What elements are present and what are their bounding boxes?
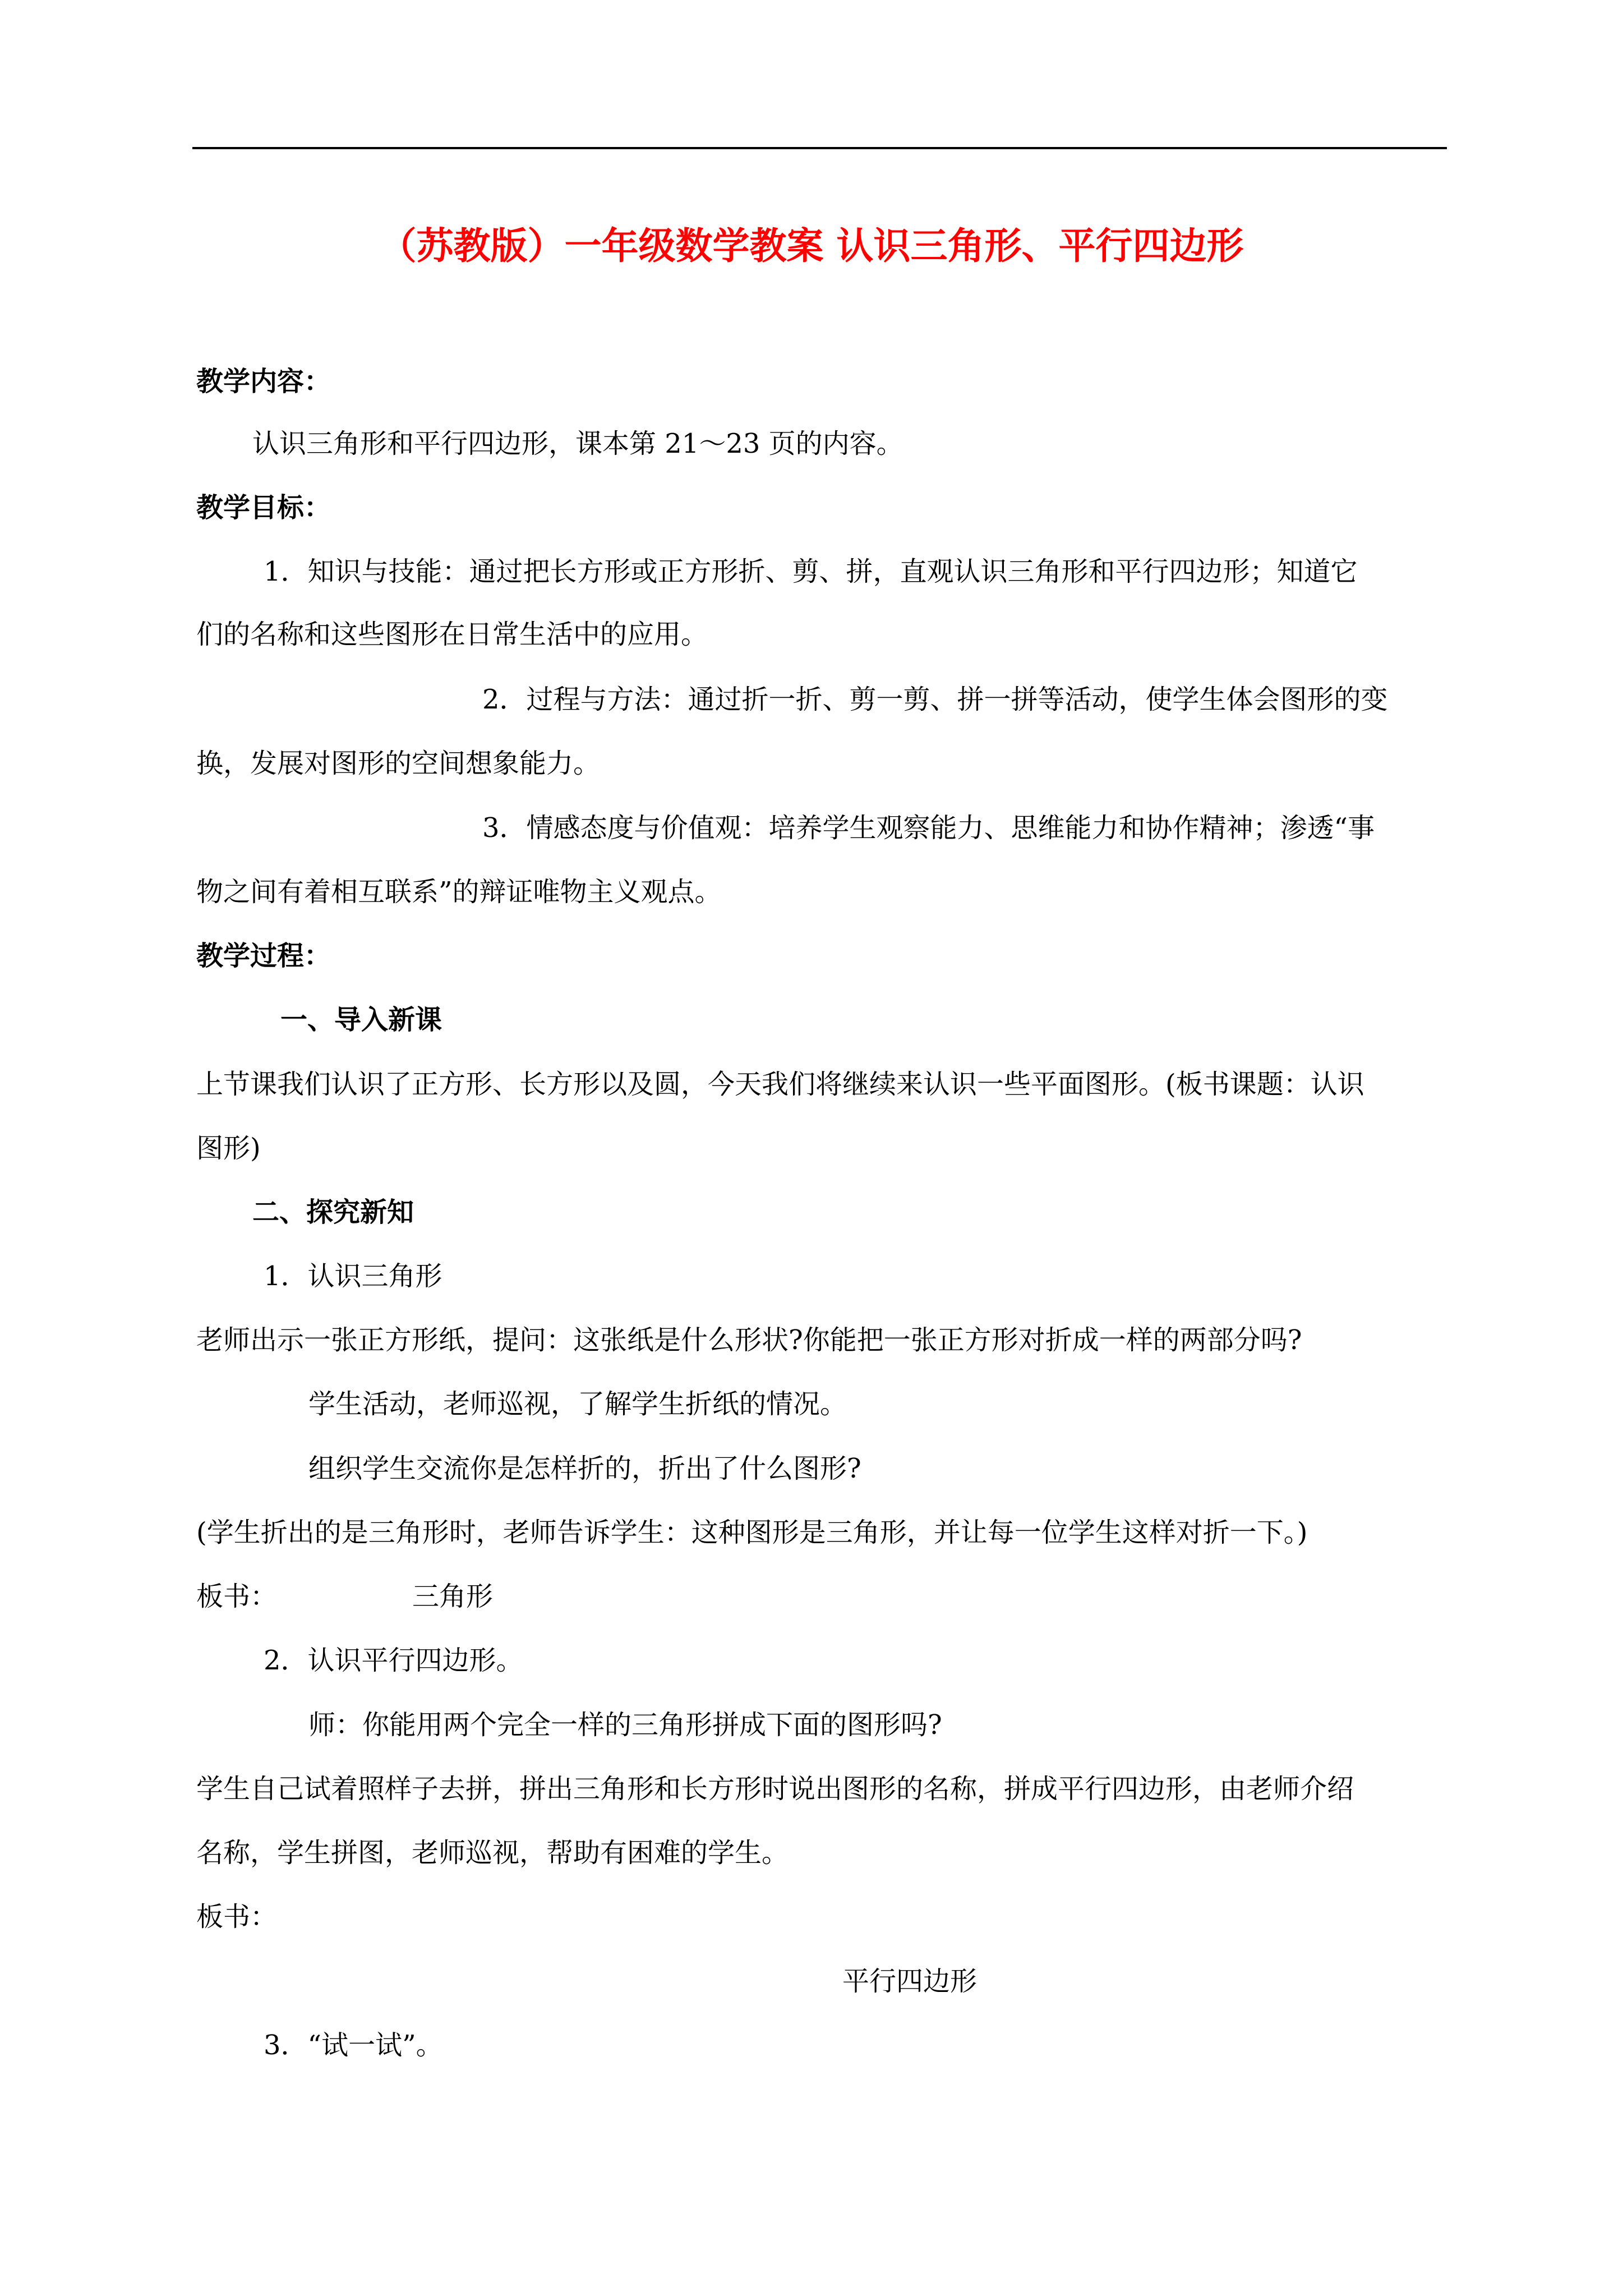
step2-board-label: 板书：: [196, 1901, 278, 1932]
step2-line2: 学生自己试着照样子去拼，拼出三角形和长方形时说出图形的名称，拼成平行四边形，由老师介绍: [196, 1773, 1354, 1805]
step1-line1: 老师出示一张正方形纸，提问：这张纸是什么形状?你能把一张正方形对折成一样的两部分吗?: [196, 1324, 1302, 1356]
step1-line2: 学生活动，老师巡视，了解学生折纸的情况。: [308, 1388, 847, 1420]
heading-teaching-process: 教学过程：: [196, 940, 331, 972]
goal-3-line1: 3．情感态度与价值观：培养学生观察能力、思维能力和协作精神；渗透“事: [482, 812, 1375, 844]
part1-line1: 上节课我们认识了正方形、长方形以及圆，今天我们将继续来认识一些平面图形。(板书课题：认识: [196, 1069, 1364, 1100]
goal-1-line2: 们的名称和这些图形在日常生活中的应用。: [196, 619, 708, 650]
part1-line2: 图形): [196, 1133, 261, 1164]
step2-heading: 2．认识平行四边形。: [264, 1645, 523, 1676]
heading-teaching-goals: 教学目标：: [196, 492, 331, 523]
step1-board-value: 三角形: [412, 1581, 494, 1612]
step1-line4: (学生折出的是三角形时，老师告诉学生：这种图形是三角形，并让每一位学生这样对折一下。): [196, 1517, 1308, 1548]
part2-heading: 二、探究新知: [252, 1197, 414, 1228]
step3-heading: 3．“试一试”。: [264, 2030, 443, 2061]
part1-heading: 一、导入新课: [280, 1004, 442, 1036]
document-title: （苏教版）一年级数学教案 认识三角形、平行四边形: [379, 224, 1244, 268]
goal-2-line2: 换，发展对图形的空间想象能力。: [196, 748, 601, 779]
header-rule: [192, 147, 1447, 149]
step1-heading: 1．认识三角形: [264, 1260, 442, 1292]
step2-board-value: 平行四边形: [842, 1966, 978, 1997]
goal-2-line1: 2．过程与方法：通过折一折、剪一剪、拼一拼等活动，使学生体会图形的变: [482, 684, 1388, 715]
step2-line1: 师：你能用两个完全一样的三角形拼成下面的图形吗?: [308, 1709, 942, 1741]
content-text: 认识三角形和平行四边形，课本第 21～23 页的内容。: [252, 428, 903, 459]
heading-teaching-content: 教学内容：: [196, 366, 331, 397]
goal-1-line1: 1．知识与技能：通过把长方形或正方形折、剪、拼，直观认识三角形和平行四边形；知道它: [264, 556, 1358, 587]
step2-line3: 名称，学生拼图，老师巡视，帮助有困难的学生。: [196, 1837, 789, 1869]
step1-line3: 组织学生交流你是怎样折的，折出了什么图形?: [308, 1453, 861, 1484]
step1-board-label: 板书：: [196, 1581, 278, 1612]
goal-3-line2: 物之间有着相互联系”的辩证唯物主义观点。: [196, 876, 722, 908]
